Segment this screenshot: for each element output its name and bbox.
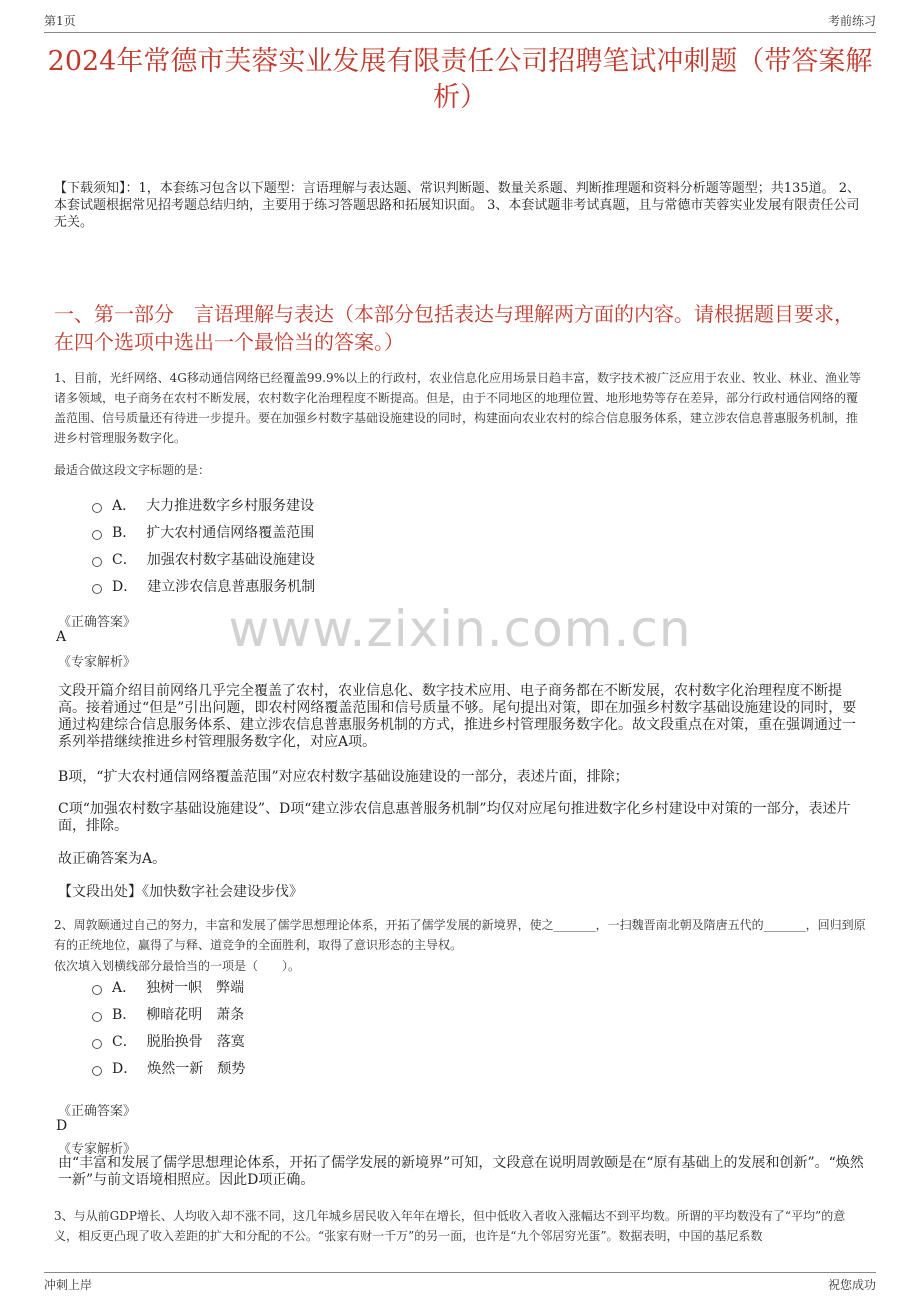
radio-icon[interactable]	[92, 985, 102, 995]
option-c[interactable]: C． 脱胎换骨 落寞	[92, 1027, 245, 1054]
question-2-options	[92, 973, 245, 1081]
option-d[interactable]: D． 建立涉农信息普惠服务机制	[92, 572, 315, 599]
radio-icon[interactable]	[92, 1039, 102, 1049]
option-b[interactable]: B． 扩大农村通信网络覆盖范围	[92, 518, 315, 545]
analysis-paragraph: B项，“扩大农村通信网络覆盖范围”对应农村数字基础设施建设的一部分，表述片面，排除；	[58, 769, 629, 785]
analysis-paragraph: 文段开篇介绍目前网络几乎完全覆盖了农村，农业信息化、数字技术应用、电子商务都在不断发展，农村数字化治理程度不断提高。接着通过“但是”引出问题，即农村网络覆盖范围和信号质量不够。尾句提出对策，即在加强乡村数字基础设施建设的同时，要通过构建综合信息服务体系、建立涉农信息普惠服务机制的方式，推进乡村管理服务数字化。故文段重点在对策，重在强调通过一系列举措继续推进乡村管理服务数字化，对应A项。	[58, 683, 857, 750]
radio-icon[interactable]	[92, 1066, 102, 1076]
question-3-text: 3、与从前GDP增长、人均收入却不涨不同，这几年城乡居民收入年年在增长，但中低收入者收入涨幅达不到平均数。所谓的平均数没有了“平均”的意义，相反更凸现了收入差距的扩大和分配的不公。“张家有财一千万”的另一面，也许是“九个邻居穷光蛋”。数据表明，中国的基尼系数	[54, 1209, 846, 1243]
option-d[interactable]: D． 焕然一新 颓势	[92, 1054, 245, 1081]
header-tag: 考前练习	[827, 14, 876, 28]
footer-left: 冲刺上岸	[44, 1278, 93, 1292]
page-header	[44, 12, 876, 33]
analysis-label: 《专家解析》	[58, 655, 137, 670]
question-1-options	[92, 491, 315, 599]
radio-icon[interactable]	[92, 503, 102, 513]
question-2-text: 2、周敦颐通过自己的努力，丰富和发展了儒学思想理论体系，开拓了儒学发展的新境界，使之_______，一扫魏晋南北朝及隋唐五代的_______，回归到原有的正统地位，赢得了与释、道竞争的全面胜利，取得了意识形态的主导权。	[54, 918, 866, 952]
option-a[interactable]: A． 大力推进数字乡村服务建设	[92, 491, 315, 518]
radio-icon[interactable]	[92, 557, 102, 567]
option-b[interactable]: B． 柳暗花明 萧条	[92, 1000, 245, 1027]
document-title: 2024年常德市芙蓉实业发展有限责任公司招聘笔试冲刺题（带答案解析）	[47, 46, 873, 113]
footer-right: 祝您成功	[827, 1278, 876, 1292]
analysis-paragraph: 故正确答案为A。	[58, 851, 167, 867]
text-source: 【文段出处】《加快数字社会建设步伐》	[58, 884, 303, 900]
page-footer	[44, 1272, 876, 1293]
answer-label: 《正确答案》	[58, 1104, 137, 1119]
question-2-stem: 依次填入划横线部分最恰当的一项是（ ）。	[54, 959, 301, 973]
radio-icon[interactable]	[92, 584, 102, 594]
option-a[interactable]: A． 独树一帜 弊端	[92, 973, 245, 1000]
answer-value: D	[56, 1118, 68, 1134]
page-number: 第1页	[44, 14, 76, 28]
analysis-paragraph: C项“加强农村数字基础设施建设”、D项“建立涉农信息惠普服务机制”均仅对应尾句推进数字化乡村建设中对策的一部分，表述片面，排除。	[58, 801, 851, 834]
question-1-stem: 最适合做这段文字标题的是：	[54, 463, 211, 477]
option-c[interactable]: C． 加强农村数字基础设施建设	[92, 545, 315, 572]
answer-value: A	[56, 629, 67, 645]
radio-icon[interactable]	[92, 1012, 102, 1022]
analysis-label: 《专家解析》	[58, 1142, 137, 1157]
analysis-paragraph: 由“丰富和发展了儒学思想理论体系，开拓了儒学发展的新境界”可知，文段意在说明周敦颐是在“原有基础上的发展和创新”。“焕然一新”与前文语境相照应。因此D项正确。	[58, 1155, 864, 1188]
section-heading: 一、第一部分 言语理解与表达（本部分包括表达与理解两方面的内容。请根据题目要求，在四个选项中选出一个最恰当的答案。）	[54, 302, 854, 354]
watermark: www.zixin.com.cn	[228, 600, 692, 658]
download-notice: 【下载须知】：1，本套练习包含以下题型：言语理解与表达题、常识判断题、数量关系题、判断推理题和资料分析题等题型；共135道。 2、本套试题根据常见招考题总结归纳，主要用于练习答题思路和拓展知识面。 3、本套试题非考试真题，且与常德市芙蓉实业发展有限责任公司无关。	[54, 181, 860, 230]
answer-label: 《正确答案》	[58, 615, 137, 630]
radio-icon[interactable]	[92, 530, 102, 540]
question-1-text: 1、目前，光纤网络、4G移动通信网络已经覆盖99.9%以上的行政村，农业信息化应用场景日趋丰富，数字技术被广泛应用于农业、牧业、林业、渔业等诸多领域，电子商务在农村不断发展，农村数字化治理程度不断提高。但是，由于不同地区的地理位置、地形地势等存在差异，部分行政村通信网络的覆盖范围、信号质量还有待进一步提升。要在加强乡村数字基础设施建设的同时，构建面向农业农村的综合信息服务体系，建立涉农信息普惠服务机制，推进乡村管理服务数字化。	[54, 371, 861, 445]
